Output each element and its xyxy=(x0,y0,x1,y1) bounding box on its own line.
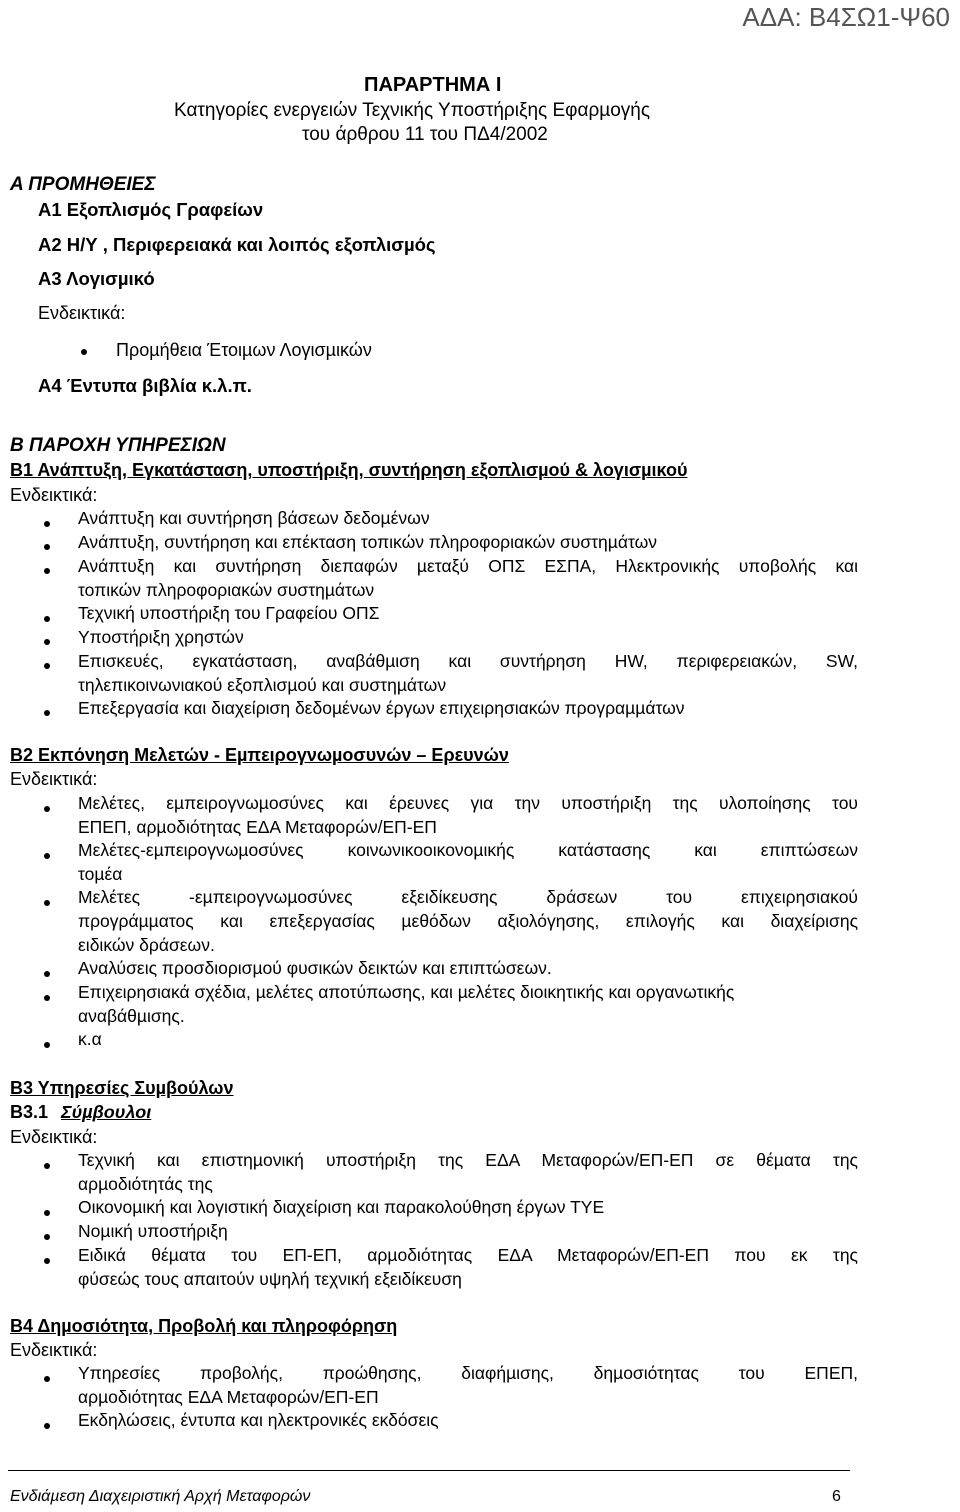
bullet xyxy=(44,1042,50,1048)
bullet xyxy=(44,1376,50,1382)
section-b3-1-title: Σύµβουλοι xyxy=(61,1102,152,1122)
bullet xyxy=(44,853,50,859)
section-a4: Α4 Έντυπα βιβλία κ.λ.π. xyxy=(38,375,252,396)
bullet xyxy=(44,995,50,1001)
b2-item: Μελέτες, εµπειρογνωµοσύνες και έρευνες για την υποστήριξη της υλοποίησης του xyxy=(78,793,858,813)
bullet xyxy=(44,1210,50,1216)
b1-item-continued: τηλεπικοινωνιακού εξοπλισµού και συστηµάτων xyxy=(78,675,447,695)
footer-page-number: 6 xyxy=(832,1488,841,1505)
bullet xyxy=(44,971,50,977)
b1-item: Τεχνική υποστήριξη του Γραφείου ΟΠΣ xyxy=(78,603,380,623)
section-b4-title: Β4 Δηµοσιότητα, Προβολή και πληροφόρηση xyxy=(10,1316,398,1336)
section-a-heading: Α ΠΡΟΜΗΘΕΙΕΣ xyxy=(10,174,156,195)
section-b1-indicative: Ενδεικτικά: xyxy=(10,485,98,505)
annex-subtitle-2: του άρθρου 11 του ΠΔ4/2002 xyxy=(302,124,548,145)
bullet xyxy=(44,521,50,527)
b2-item: κ.α xyxy=(78,1029,102,1049)
section-b3-1-number: Β3.1 xyxy=(10,1102,49,1122)
a3-item: Προµήθεια Έτοιµων Λογισµικών xyxy=(116,340,372,360)
b2-item-continued: τοµέα xyxy=(78,864,123,884)
b2-item: Μελέτες -εµπειρογνωµοσύνες εξειδίκευσης δράσεων του επιχειρησιακού xyxy=(78,887,858,907)
b1-item: Ανάπτυξη, συντήρηση και επέκταση τοπικών πληροφοριακών συστηµάτων xyxy=(78,532,658,552)
section-a2: Α2 Η/Υ , Περιφερειακά και λοιπός εξοπλισµός xyxy=(38,234,436,255)
bullet xyxy=(44,1423,50,1429)
b4-item: Υπηρεσίες προβολής, προώθησης, διαφήµισης, δηµοσιότητας του ΕΠΕΠ, xyxy=(78,1363,858,1383)
section-b4-indicative: Ενδεικτικά: xyxy=(10,1340,98,1360)
b1-item: Ανάπτυξη και συντήρηση διεπαφών µεταξύ ΟΠΣ ΕΣΠΑ, Ηλεκτρονικής υποβολής και xyxy=(78,556,858,576)
section-a3-indicative: Ενδεικτικά: xyxy=(38,303,126,323)
footer-organization: Ενδιάµεση Διαχειριστική Αρχή Μεταφορών xyxy=(10,1488,311,1505)
footer-divider xyxy=(8,1470,850,1471)
section-b-heading: Β ΠΑΡΟΧΗ ΥΠΗΡΕΣΙΩΝ xyxy=(10,435,226,456)
bullet xyxy=(44,710,50,716)
b2-item-continued: προγράµµατος και επεξεργασίας µεθόδων αξιολόγησης, επιλογής και διαχείρισης xyxy=(78,911,858,931)
annex-subtitle-1: Κατηγορίες ενεργειών Τεχνικής Υποστήριξης Εφαρµογής xyxy=(174,100,650,121)
bullet xyxy=(44,568,50,574)
section-b2-title: Β2 Εκπόνηση Μελετών - Εµπειρογνωµοσυνών – Ερευνών xyxy=(10,745,509,765)
bullet xyxy=(44,616,50,622)
bullet xyxy=(44,1234,50,1240)
b1-item-continued: τοπικών πληροφοριακών συστηµάτων xyxy=(78,580,375,600)
b3-item: Τεχνική και επιστηµονική υποστήριξη της ΕΔΑ Μεταφορών/ΕΠ-ΕΠ σε θέµατα της xyxy=(78,1150,858,1170)
b2-item: Επιχειρησιακά σχέδια, µελέτες αποτύπωσης, και µελέτες διοικητικής και οργανωτικής xyxy=(78,982,735,1002)
ada-stamp: ΑΔΑ: Β4ΣΩ1-Ψ60 xyxy=(742,2,950,32)
b3-item: Νοµική υποστήριξη xyxy=(78,1221,228,1241)
b1-item: Υποστήριξη χρηστών xyxy=(78,627,244,647)
bullet xyxy=(44,900,50,906)
b2-item: Αναλύσεις προσδιορισµού φυσικών δεικτών και επιπτώσεων. xyxy=(78,958,552,978)
bullet xyxy=(44,639,50,645)
bullet xyxy=(44,1258,50,1264)
section-b1-title: Β1 Ανάπτυξη, Εγκατάσταση, υποστήριξη, συντήρηση εξοπλισµού & λογισµικού xyxy=(10,460,688,480)
b3-item: Ειδικά θέµατα του ΕΠ-ΕΠ, αρµοδιότητας ΕΔΑ Μεταφορών/ΕΠ-ΕΠ που εκ της xyxy=(78,1245,858,1265)
annex-title: ΠΑΡΑΡΤΗΜΑ Ι xyxy=(364,74,502,96)
b2-item-continued: ειδικών δράσεων. xyxy=(78,935,215,955)
b2-item-continued: ΕΠΕΠ, αρµοδιότητας ΕΔΑ Μεταφορών/ΕΠ-ΕΠ xyxy=(78,817,437,837)
bullet xyxy=(81,349,87,355)
b4-item: Εκδηλώσεις, έντυπα και ηλεκτρονικές εκδόσεις xyxy=(78,1410,439,1430)
b2-item: Μελέτες-εµπειρογνωµοσύνες κοινωνικοοικονοµικής κατάστασης και επιπτώσεων xyxy=(78,840,858,860)
section-a1: Α1 Εξοπλισµός Γραφείων xyxy=(38,199,264,220)
bullet xyxy=(44,1163,50,1169)
b1-item: Επισκευές, εγκατάσταση, αναβάθµιση και συντήρηση HW, περιφερειακών, SW, xyxy=(78,651,858,671)
section-a3: Α3 Λογισµικό xyxy=(38,268,155,289)
b3-item: Οικονοµική και λογιστική διαχείριση και παρακολούθηση έργων ΤΥΕ xyxy=(78,1197,605,1217)
section-b3-indicative: Ενδεικτικά: xyxy=(10,1127,98,1147)
b1-item: Επεξεργασία και διαχείριση δεδοµένων έργων επιχειρησιακών προγραµµάτων xyxy=(78,698,685,718)
bullet xyxy=(44,544,50,550)
b1-item: Ανάπτυξη και συντήρηση βάσεων δεδοµένων xyxy=(78,508,430,528)
b2-item-continued: αναβάθµισης. xyxy=(78,1006,185,1026)
bullet xyxy=(44,806,50,812)
b3-item-continued: αρµοδιότητάς της xyxy=(78,1174,213,1194)
bullet xyxy=(44,663,50,669)
b3-item-continued: φύσεώς τους απαιτούν υψηλή τεχνική εξειδίκευση xyxy=(78,1269,462,1289)
section-b3-title: Β3 Υπηρεσίες Συµβούλων xyxy=(10,1078,234,1098)
b4-item-continued: αρµοδιότητας ΕΔΑ Μεταφορών/ΕΠ-ΕΠ xyxy=(78,1387,379,1407)
section-b2-indicative: Ενδεικτικά: xyxy=(10,769,98,789)
